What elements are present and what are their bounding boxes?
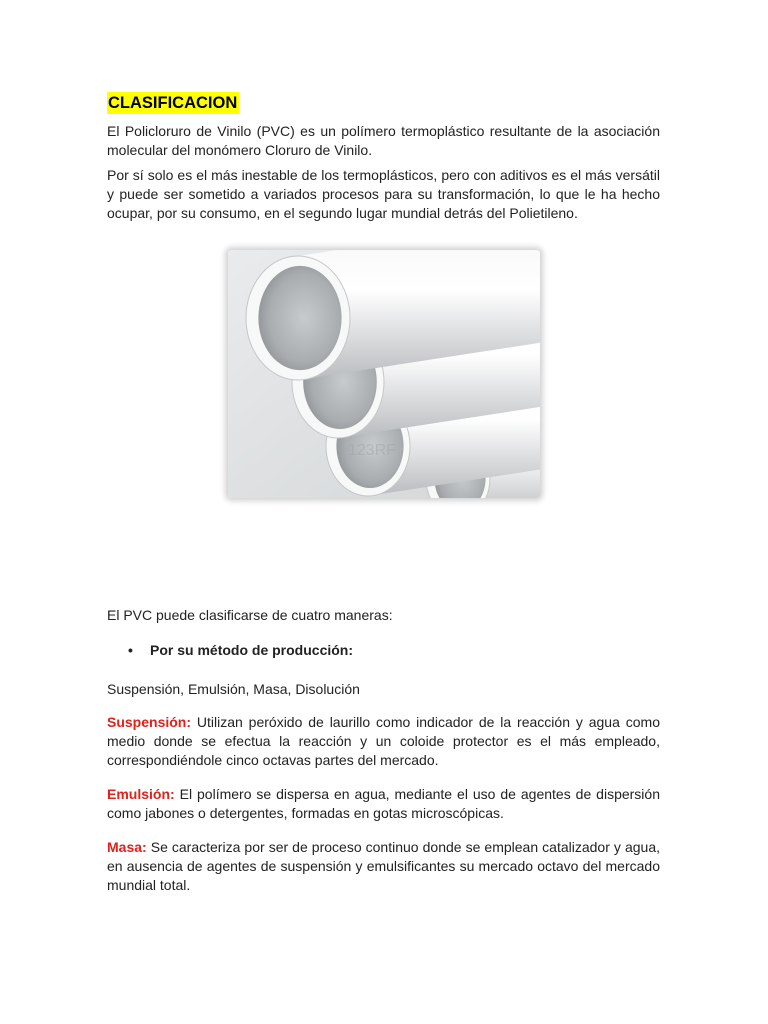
image-watermark: 123RF — [348, 442, 397, 459]
pvc-pipes-photo — [228, 250, 540, 498]
classification-intro: El PVC puede clasificarse de cuatro maneras: — [107, 607, 393, 623]
bullet-marker: • — [128, 642, 133, 658]
bullet-label: Por su método de producción: — [150, 642, 354, 658]
bullet-item — [128, 641, 353, 660]
emulsion-paragraph — [107, 785, 660, 823]
section-heading: CLASIFICACION — [108, 94, 238, 112]
intro-paragraph: El Policloruro de Vinilo (PVC) es un polímero termoplástico resultante de la asociación molecular del monómero Cloruro de Vinilo. — [107, 123, 660, 158]
pvc-pipes-illustration — [228, 250, 540, 498]
masa-term: Masa: — [107, 839, 147, 855]
emulsion-term: Emulsión: — [107, 786, 175, 802]
suspension-text: Utilizan peróxido de laurillo como indicador de la reacción y agua como medio donde se efectua la reacción y un coloide protector es el más empleado, correspondiéndole cinco octavas partes del mercado. — [107, 714, 660, 768]
masa-paragraph — [107, 838, 660, 895]
suspension-paragraph — [107, 713, 660, 770]
suspension-term: Suspensión: — [107, 714, 192, 730]
methods-list: Suspensión, Emulsión, Masa, Disolución — [107, 681, 360, 697]
masa-text: Se caracteriza por ser de proceso continuo donde se emplean catalizador y agua, en ausencia de agentes de suspensión y emulsificantes su mercado octavo del mercado mundial total. — [107, 839, 660, 893]
intro-paragraph-2: Por sí solo es el más inestable de los termoplásticos, pero con aditivos es el más versátil y puede ser sometido a variados procesos para su transformación, lo que le ha hecho ocupar, por su consumo, en el segundo lugar mundial detrás del Polietileno. — [107, 167, 660, 221]
emulsion-text: El polímero se dispersa en agua, mediante el uso de agentes de dispersión como jabones o detergentes, formadas en gotas microscópicas. — [107, 786, 660, 821]
